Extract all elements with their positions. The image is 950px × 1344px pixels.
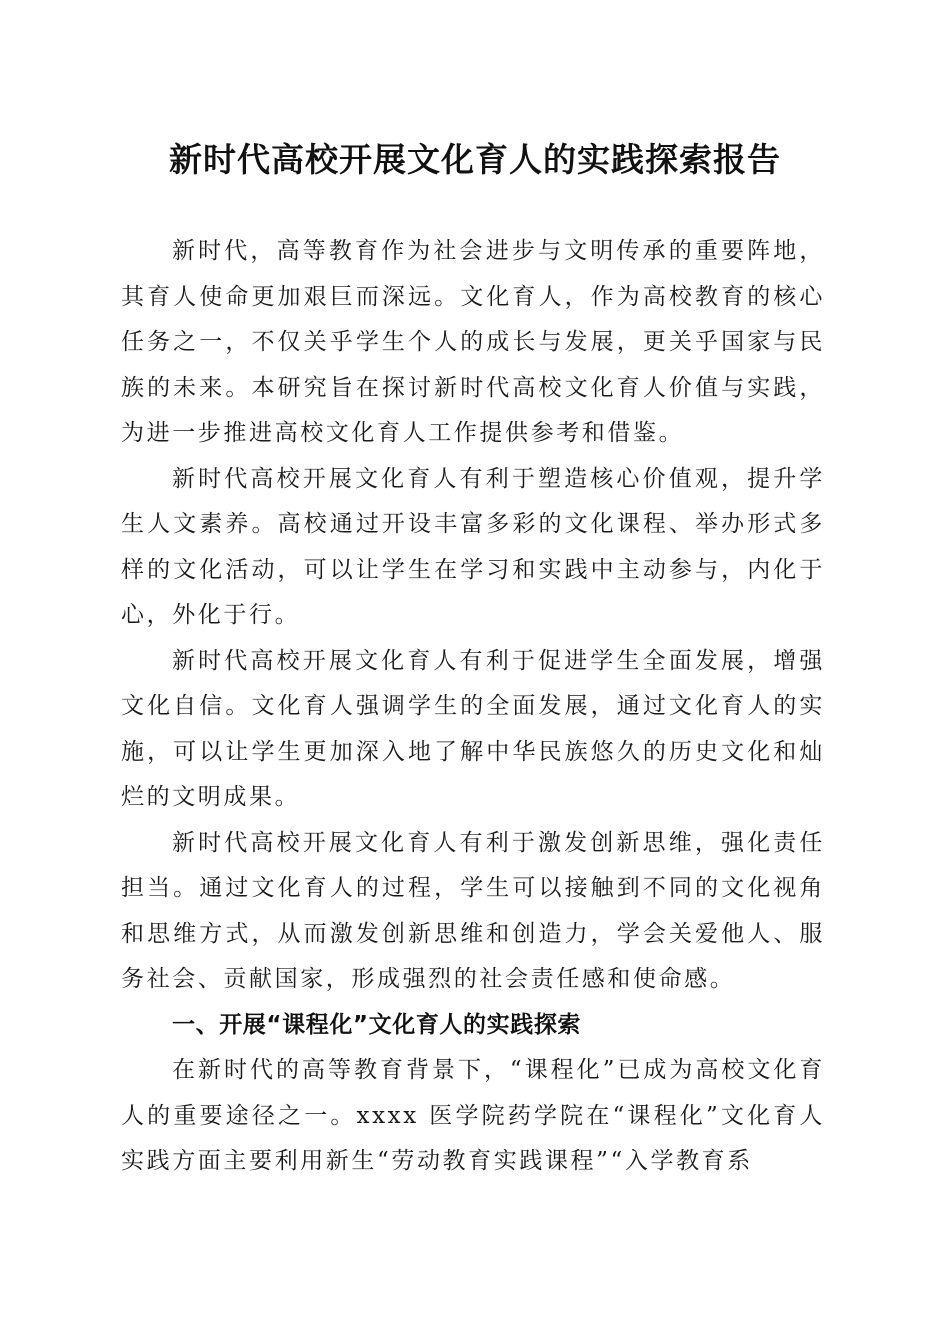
document-body	[121, 229, 825, 1185]
paragraph: 新时代，高等教育作为社会进步与文明传承的重要阵地，其育人使命更加艰巨而深远。文化育人，作为高校教育的核心任务之一，不仅关乎学生个人的成长与发展，更关乎国家与民族的未来。本研究旨在探讨新时代高校文化育人价值与实践，为进一步推进高校文化育人工作提供参考和借鉴。	[121, 238, 825, 446]
section-heading: 一、开展“课程化”文化育人的实践探索	[172, 1011, 582, 1038]
paragraph: 新时代高校开展文化育人有利于促进学生全面发展，增强文化自信。文化育人强调学生的全面发展，通过文化育人的实施，可以让学生更加深入地了解中华民族悠久的历史文化和灿烂的文明成果。	[121, 647, 825, 810]
paragraph: 在新时代的高等教育背景下，“课程化”已成为高校文化育人的重要途径之一。xxxx 医学院药学院在“课程化”文化育人实践方面主要利用新生“劳动教育实践课程”“入学教育系	[121, 1057, 825, 1174]
document-title: 新时代高校开展文化育人的实践探索报告	[169, 140, 781, 179]
paragraph: 新时代高校开展文化育人有利于激发创新思维，强化责任担当。通过文化育人的过程，学生可以接触到不同的文化视角和思维方式，从而激发创新思维和创造力，学会关爱他人、服务社会、贡献国家，形成强烈的社会责任感和使命感。	[121, 829, 825, 992]
paragraph: 新时代高校开展文化育人有利于塑造核心价值观，提升学生人文素养。高校通过开设丰富多彩的文化课程、举办形式多样的文化活动，可以让学生在学习和实践中主动参与，内化于心，外化于行。	[121, 465, 825, 628]
